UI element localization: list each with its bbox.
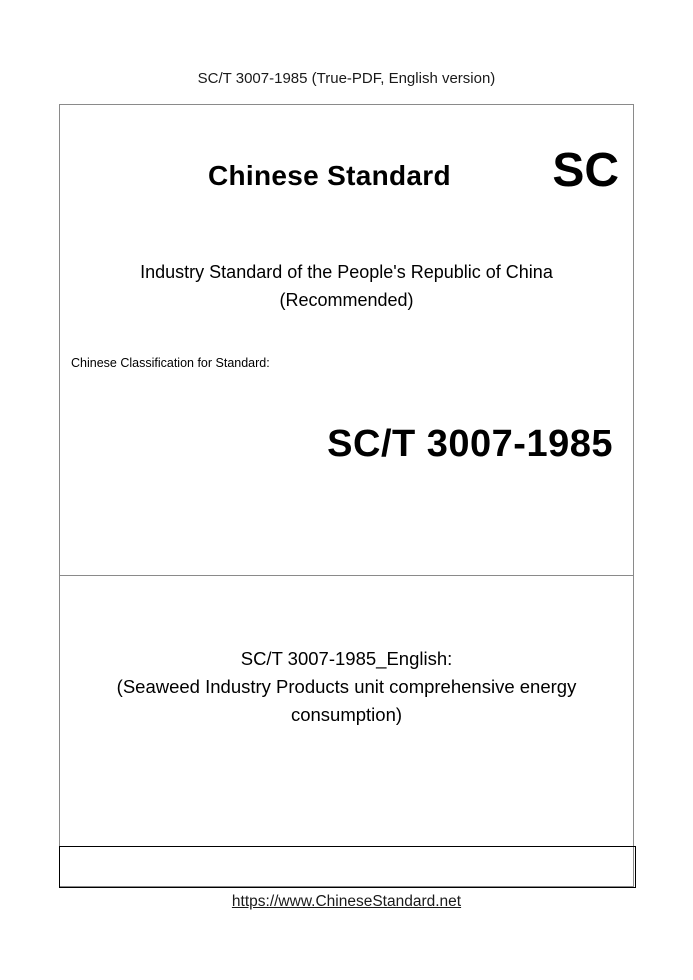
classification-label: Chinese Classification for Standard: — [71, 356, 270, 370]
english-title-line: (Seaweed Industry Products unit comprehensive energy — [116, 676, 577, 697]
bottom-box — [59, 846, 636, 888]
page-header: SC/T 3007-1985 (True-PDF, English version) — [197, 70, 496, 87]
sc-mark: SC — [552, 144, 619, 197]
industry-standard-line: Industry Standard of the People's Republic of China — [140, 262, 553, 282]
footer — [0, 893, 693, 911]
website-link[interactable]: https://www.ChineseStandard.net — [231, 893, 462, 910]
cover-frame — [59, 104, 634, 887]
standard-number: SC/T 3007-1985 — [327, 423, 613, 465]
cover-title-section — [60, 576, 633, 848]
recommended-line: (Recommended) — [279, 290, 414, 310]
english-title-line: consumption) — [290, 704, 403, 725]
cover-top-section — [60, 105, 633, 576]
english-title-line: SC/T 3007-1985_English: — [240, 648, 453, 669]
chinese-standard-heading: Chinese Standard — [208, 160, 451, 191]
